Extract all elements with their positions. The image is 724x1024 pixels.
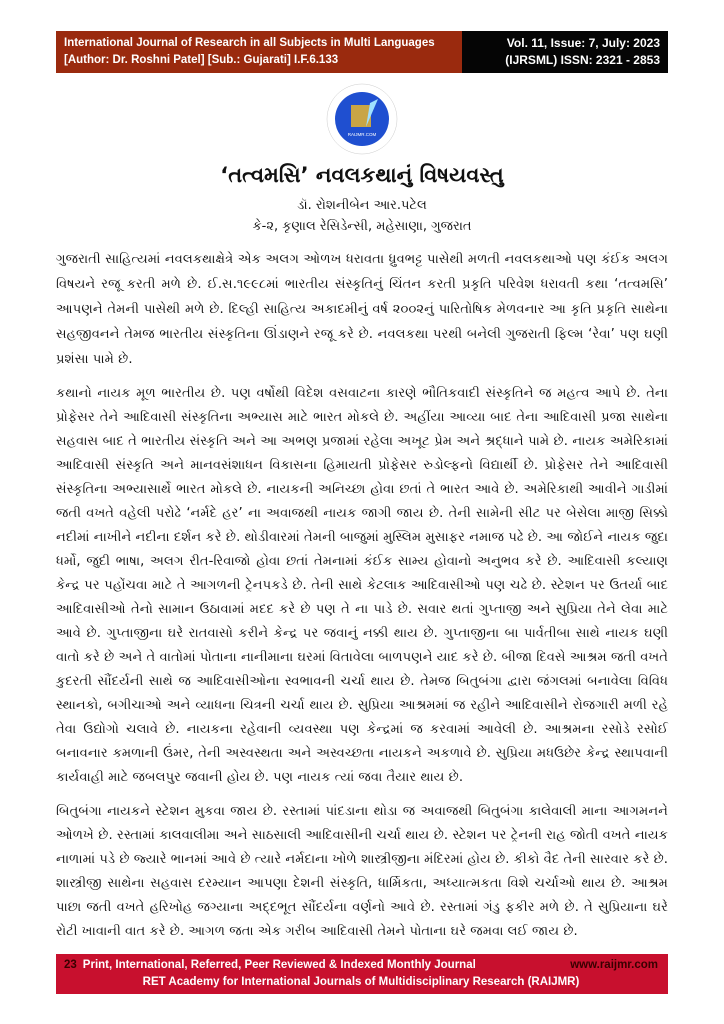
- svg-text:RAIJMR.COM: RAIJMR.COM: [347, 132, 377, 137]
- page-footer: [56, 954, 668, 994]
- article-body: [56, 247, 668, 954]
- volume-issue: Vol. 11, Issue: 7, July: 2023: [506, 36, 660, 50]
- paragraph: ગુજરાતી સાહિત્યમાં નવલકથાક્ષેત્રે એક અલગ ઓળખ ધરાવતા ધ્રુવભટ્ટ પાસેથી મળતી નવલકથાઓ પણ કંઈક અલગ વિષયને રજૂ કરતી મળે છે. ઈ.સ.૧૯૯૮માં ભારતીય સંસ્કૃતિનું ચિંતન કરતી પ્રકૃતિ પરિવેશ ધરાવતી કથા ‘તત્વમસિ’ આપણને તેમની પાસેથી મળે છે. દિલ્હી સાહિત્ય અકાદમીનું વર્ષ ૨૦૦૨નું પારિતોષિક મેળવનાર આ કૃતિ પ્રકૃતિ સાથેના સહજીવનને તેમજ ભારતીય સંસ્કૃતિના ઊંડાણને રજૂ કરે છે. નવલકથા પરથી બનેલી ગુજરાતી ફિલ્મ ‘રેવા’ પણ ઘણી પ્રશંસા પામે છે.: [56, 252, 668, 367]
- header-right: [462, 31, 668, 73]
- footer-url-link[interactable]: www.raijmr.com: [570, 959, 658, 971]
- footer-journal-desc: Print, International, Referred, Peer Reviewed & Indexed Monthly Journal: [82, 959, 476, 971]
- page-number: 23: [64, 959, 77, 971]
- page: [56, 0, 668, 1000]
- journal-name: International Journal of Research in all Subjects in Multi Languages: [64, 37, 435, 49]
- author-address: કે-૨, કૃણાલ રેસિડેન્સી, મહેસાણા, ગુજરાત: [252, 219, 472, 234]
- footer-publisher: RET Academy for International Journals of Multidisciplinary Research (RAIJMR): [142, 976, 580, 988]
- issn: (IJRSML) ISSN: 2321 - 2853: [505, 53, 660, 67]
- article-title: ‘તત્વમસિ’ નવલકથાનું વિષયવસ્તુ: [220, 163, 504, 187]
- paragraph: કથાનો નાયક મૂળ ભારતીય છે. પણ વર્ષોથી વિદેશ વસવાટના કારણે ભૌતિકવાદી સંસ્કૃતિને જ મહત્વ આપે છે. તેના પ્રોફેસર તેને આદિવાસી સંસ્કૃતિના અભ્યાસ માટે ભારત મોકલે છે. અહીંયા આવ્યા બાદ તેના આદિવાસી પ્રજા સાથેના સહવાસ બાદ તે ભારતીય સંસ્કૃતિ અને આ અભણ પ્રજામાં રહેલા અખૂટ પ્રેમ અને શ્રદ્ધાને પામે છે. નાયક અમેરિકામાં આદિવાસી સંસ્કૃતિ અને માનવસંશાધન વિકાસના હિમાયતી પ્રોફેસર રુડોલ્ફનો વિદ્યાર્થી છે. પ્રોફેસર તેને આદિવાસી સંસ્કૃતિના અભ્યાસાર્થે ભારત મોકલે છે. નાયકની અનિચ્છા હોવા છતાં તે ભારત આવે છે. અમેરિકાથી આવીને ગાડીમાં જતી વખતે વહેલી પરોઢે ‘નર્મદે હર’ ના અવાજથી નાયક જાગી જાય છે. તેની સામેની સીટ પર બેસેલા માજી સિક્કો નદીમાં નાખીને નદીના દર્શન કરે છે. થોડીવારમાં તેમની બાજુમાં મુસ્લિમ મુસાફર નમાજ પઢે છે. આ જોઈને નાયક જુદા ધર્મો, જુદી ભાષા, અલગ રીત-રિવાજો હોવા છતાં તેમનામાં કંઈક સામ્ય હોવાનો અનુભવ કરે છે. આદિવાસી કલ્યાણ કેન્દ્ર પર પહોંચવા માટે તે આગળની ટ્રેનપકડે છે. તેની સાથે કેટલાક આદિવાસીઓ પણ ચઢે છે. સ્ટેશન પર ઉતર્યા બાદ આદિવાસીઓ તેનો સામાન ઉઠાવામાં મદદ કરે છે પણ તે ના પાડે છે. સવાર થતાં ગુપ્તાજી અને સુપ્રિયા તેને લેવા માટે આવે છે. ગુપ્તાજીના ઘરે રાતવાસો કરીને કેન્દ્ર પર જવાનું નક્કી થાય છે. ગુપ્તાજીના બા પાર્વતીબા સાથે નાયક ઘણી વાતો કરે છે અને તે વાતોમાં પોતાના નાનીમાના ઘરમાં વિતાવેલા બાળપણને યાદ કરે છે. બીજા દિવસે આશ્રમ જતી વખતે કુદરતી સૌંદર્યની સાથે જ આદિવાસીઓના સ્વભાવની ચર્ચા થાય છે. તેમજ બિતુબંગા દ્વારા જંગલમાં બનાવેલા વિવિધ સ્થાનકો, બગીચાઓ અને વ્યાધના ચિત્રની ચર્ચા થાય છે. સુપ્રિયા આશ્રમમાં જ રહીને આદિવાસીને રોજગારી મળી રહે તેવા ઉદ્યોગો ચલાવે છે. નાયકના રહેવાની વ્યવસ્થા પણ કેન્દ્રમાં જ કરવામાં આવેલી છે. આશ્રમના રસોડે રસોઈ બનાવનાર કમળાની ઉંમર, તેની અસ્વસ્થતા અને અસ્વચ્છતા નાયકને અકળાવે છે. સુપ્રિયા મધઉછેર કેન્દ્ર સ્થાપવાની કાર્યવાહી માટે જબલપુર જવાની હોય છે. પણ નાયક ત્યાં જવા તૈયાર થાય છે.: [56, 386, 668, 785]
- author-subject-line: [Author: Dr. Roshni Patel] [Sub.: Gujarati] I.F.6.133: [64, 54, 339, 66]
- paragraph: બિતુબંગા નાયકને સ્ટેશન મુકવા જાય છે. રસ્તામાં પાંદડાના થોડા જ અવાજથી બિતુબંગા કાલેવાલી માના આગમનને ઓળખે છે. રસ્તામાં કાલવાલીમા અને સાઠસાલી આદિવાસીની ચર્ચા થાય છે. સ્ટેશન પર ટ્રેનની રાહ જોતી વખતે નાયક નાળામાં પડે છે જ્યારે ભાનમાં આવે છે ત્યારે નર્મદાના ખોળે શાસ્ત્રીજીના મંદિરમાં હોય છે. કીકો વૈદ તેની સારવાર કરે છે. શાસ્ત્રીજી સાથેના સહવાસ દરમ્યાન આપણા દેશની સંસ્કૃતિ, ધાર્મિકતા, અધ્યાત્મકતા વિશે ચર્ચાઓ થાય છે. આશ્રમ પાછા જતી વખતે હરિખોહ જગ્યાના અદ્દભૂત સૌંદર્યના વર્ણનો આવે છે. રસ્તામાં ગંડુ ફકીર મળે છે. તે સુપ્રિયાના ઘરે રોટી ખાવાની વાત કરે છે. આગળ જતા એક ગરીબ આદિવાસી તેમને પોતાના ઘરે જમવા લઈ જાય છે.: [56, 804, 668, 939]
- article-author: ડૉ. રોશનીબેન આર.પટેલ: [297, 198, 427, 213]
- journal-logo: [326, 83, 398, 155]
- page-header: [56, 31, 668, 73]
- header-left: [56, 31, 462, 73]
